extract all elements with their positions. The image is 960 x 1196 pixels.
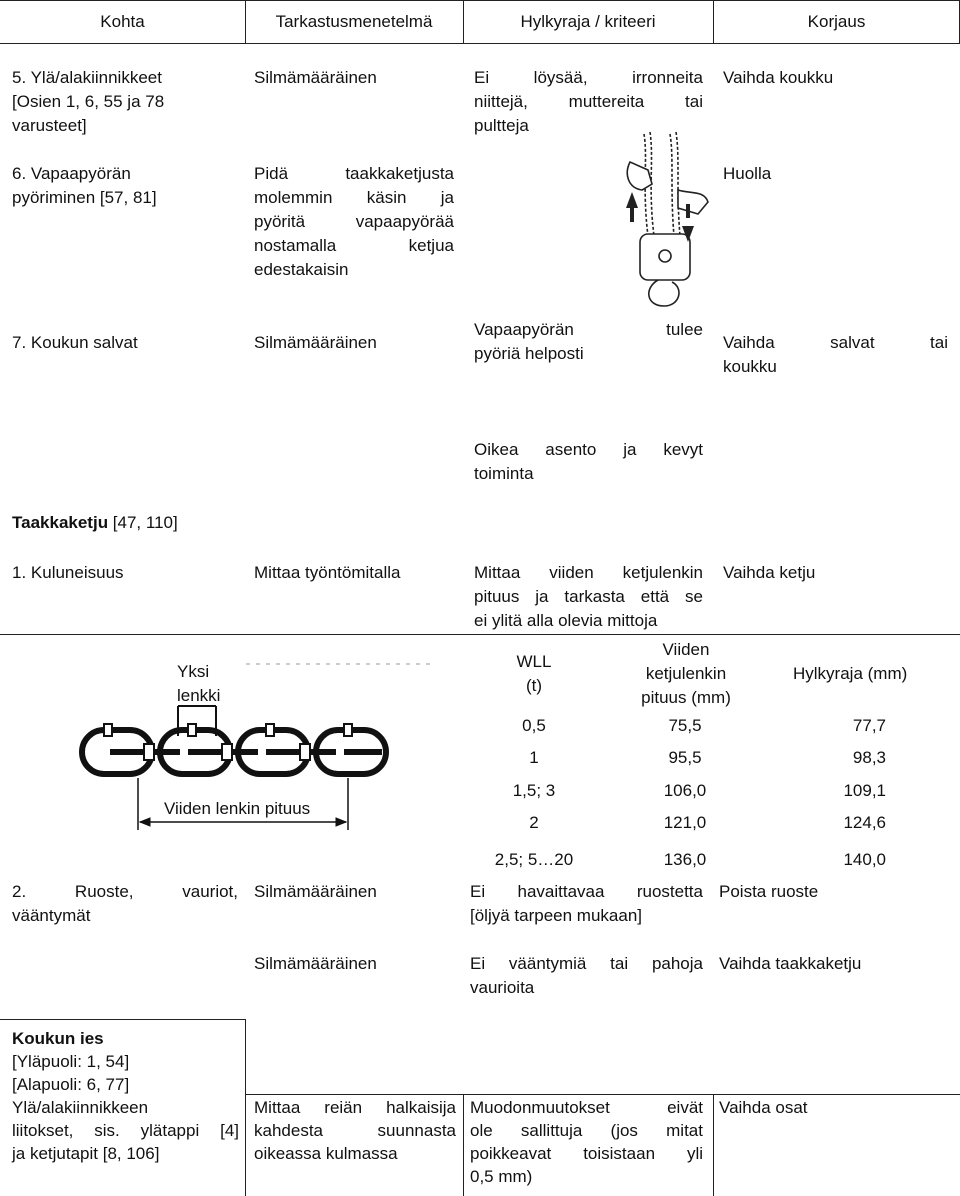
row2-menetelma: Silmämääräinen (254, 882, 377, 901)
chain-label-one-link-line2: lenkki (177, 686, 221, 705)
row7-menetelma: Silmämääräinen (254, 333, 377, 352)
hook-line-4: liitokset, sis. ylätappi [4] (12, 1121, 239, 1140)
row6-menetelma-line2: molemmin käsin ja (254, 188, 454, 207)
row5-kriteeri-line1: Ei löysää, irronneita (474, 68, 703, 87)
row7-kohta: 7. Koukun salvat (12, 333, 138, 352)
wear-row-limit: 109,1 (843, 781, 886, 800)
hook-menetelma-line3: oikeassa kulmassa (254, 1144, 398, 1163)
row5-kohta-line1: 5. Ylä/alakiinnikkeet (12, 68, 162, 87)
row5-menetelma: Silmämääräinen (254, 68, 377, 87)
wear-header-length-line1: Viiden (662, 640, 710, 659)
hook-kriteeri-line4: 0,5 mm) (470, 1167, 533, 1186)
row-divider-wear (0, 634, 463, 635)
hook-line-1: [Yläpuoli: 1, 54] (12, 1052, 130, 1071)
wear-row-wll: 2,5; 5…20 (494, 850, 574, 869)
row1-kriteeri-line3: ei ylitä alla olevia mittoja (474, 611, 658, 630)
hook-line-3: Ylä/alakiinnikkeen (12, 1098, 149, 1117)
row7-kriteeri2-line1: Oikea asento ja kevyt (474, 440, 703, 459)
chain-label-five-links: Viiden lenkin pituus (164, 799, 311, 818)
row2-kohta-line1: 2. Ruoste, vauriot, (12, 882, 238, 901)
wear-header-length-line3: pituus (mm) (641, 688, 731, 707)
row7-kriteeri-line2: pyöriä helposti (474, 344, 584, 363)
wear-row-limit: 140,0 (843, 850, 886, 869)
wear-row-wll: 2 (529, 813, 539, 832)
hook-title: Koukun ies (12, 1029, 104, 1048)
wear-row-length: 136,0 (663, 850, 707, 869)
row5-korjaus: Vaihda koukku (723, 68, 834, 87)
hook-kriteeri-line3: poikkeavat toisistaan yli (470, 1144, 703, 1163)
row2-kriteeri-line2: [öljyä tarpeen mukaan] (470, 906, 642, 925)
hoist-illustration (618, 128, 718, 308)
wear-row-length: 106,0 (663, 781, 707, 800)
section-taakkaketju-bold: Taakkaketju (12, 513, 109, 532)
chain-illustration (70, 650, 430, 830)
row6-kohta-line2: pyöriminen [57, 81] (12, 188, 157, 207)
header-bottom-border (0, 43, 960, 44)
wear-row-length: 95,5 (668, 748, 702, 767)
row1-kriteeri-line2: pituus ja tarkasta että se (474, 587, 703, 606)
row7-korjaus-line2: koukku (723, 357, 777, 376)
row1-kriteeri-line1: Mittaa viiden ketjulenkin (474, 563, 703, 582)
hook-line-2: [Alapuoli: 6, 77] (12, 1075, 130, 1094)
wear-header-wll-line1: WLL (516, 652, 552, 671)
row2b-menetelma: Silmämääräinen (254, 954, 377, 973)
row1-kohta: 1. Kuluneisuus (12, 563, 124, 582)
row6-kohta-line1: 6. Vapaapyörän (12, 164, 131, 183)
row-divider-wear-right (463, 634, 960, 635)
row6-menetelma-line1: Pidä taakkaketjusta (254, 164, 454, 183)
row6-korjaus: Huolla (723, 164, 772, 183)
wear-row-length: 75,5 (668, 716, 702, 735)
row1-korjaus: Vaihda ketju (723, 563, 816, 582)
section-taakkaketju-ref: [47, 110] (108, 513, 178, 532)
hook-korjaus: Vaihda osat (719, 1098, 808, 1117)
hook-mid-border (245, 1094, 960, 1095)
wear-row-limit: 77,7 (852, 716, 886, 735)
hook-kriteeri-line1: Muodonmuutokset eivät (470, 1098, 703, 1117)
wear-row-wll: 1 (529, 748, 539, 767)
wear-row-limit: 124,6 (843, 813, 886, 832)
row2-kohta-line2: vääntymät (12, 906, 91, 925)
row2b-kriteeri-line2: vaurioita (470, 978, 535, 997)
hook-menetelma-line2: kahdesta suunnasta (254, 1121, 456, 1140)
hook-menetelma-line1: Mittaa reiän halkaisija (254, 1098, 456, 1117)
header-kohta: Kohta (100, 12, 145, 31)
row6-menetelma-line4: nostamalla ketjua (254, 236, 454, 255)
wear-header-wll-line2: (t) (525, 676, 543, 695)
row5-kriteeri-line3: pultteja (474, 116, 529, 135)
row5-kohta-line2: [Osien 1, 6, 55 ja 78 (12, 92, 165, 111)
row1-menetelma: Mittaa työntömitalla (254, 563, 401, 582)
wear-row-wll: 0,5 (522, 716, 546, 735)
row5-kohta-line3: varusteet] (12, 116, 87, 135)
wear-row-wll: 1,5; 3 (512, 781, 556, 800)
header-kriteeri: Hylkyraja / kriteeri (520, 12, 656, 31)
row7-kriteeri2-line2: toiminta (474, 464, 534, 483)
table-top-border (0, 0, 960, 1)
section-taakkaketju (12, 511, 178, 535)
row2-korjaus: Poista ruoste (719, 882, 819, 901)
header-korjaus: Korjaus (807, 12, 866, 31)
row7-kriteeri-line1: Vapaapyörän tulee (474, 320, 703, 339)
row2-kriteeri-line1: Ei havaittavaa ruostetta (470, 882, 703, 901)
row2b-kriteeri-line1: Ei vääntymiä tai pahoja (470, 954, 703, 973)
hook-kriteeri-line2: ole sallittuja (jos mitat (470, 1121, 703, 1140)
hook-divider-3 (713, 1094, 714, 1196)
header-menetelma: Tarkastusmenetelmä (275, 12, 433, 31)
wear-header-length-line2: ketjulenkin (645, 664, 727, 683)
wear-header-limit: Hylkyraja (mm) (793, 664, 908, 683)
chain-label-one-link-line1: Yksi (177, 662, 210, 681)
row7-korjaus-line1: Vaihda salvat tai (723, 333, 948, 352)
row2b-korjaus: Vaihda taakkaketju (719, 954, 862, 973)
wear-row-length: 121,0 (663, 813, 707, 832)
hook-divider-1 (245, 1019, 246, 1196)
row6-menetelma-line5: edestakaisin (254, 260, 349, 279)
hook-divider-2 (463, 1094, 464, 1196)
row6-menetelma-line3: pyöritä vapaapyörää (254, 212, 454, 231)
wear-row-limit: 98,3 (852, 748, 886, 767)
hook-line-5: ja ketjutapit [8, 106] (12, 1144, 160, 1163)
row5-kriteeri-line2: niittejä, muttereita tai (474, 92, 703, 111)
hook-row-top-border (0, 1019, 245, 1020)
